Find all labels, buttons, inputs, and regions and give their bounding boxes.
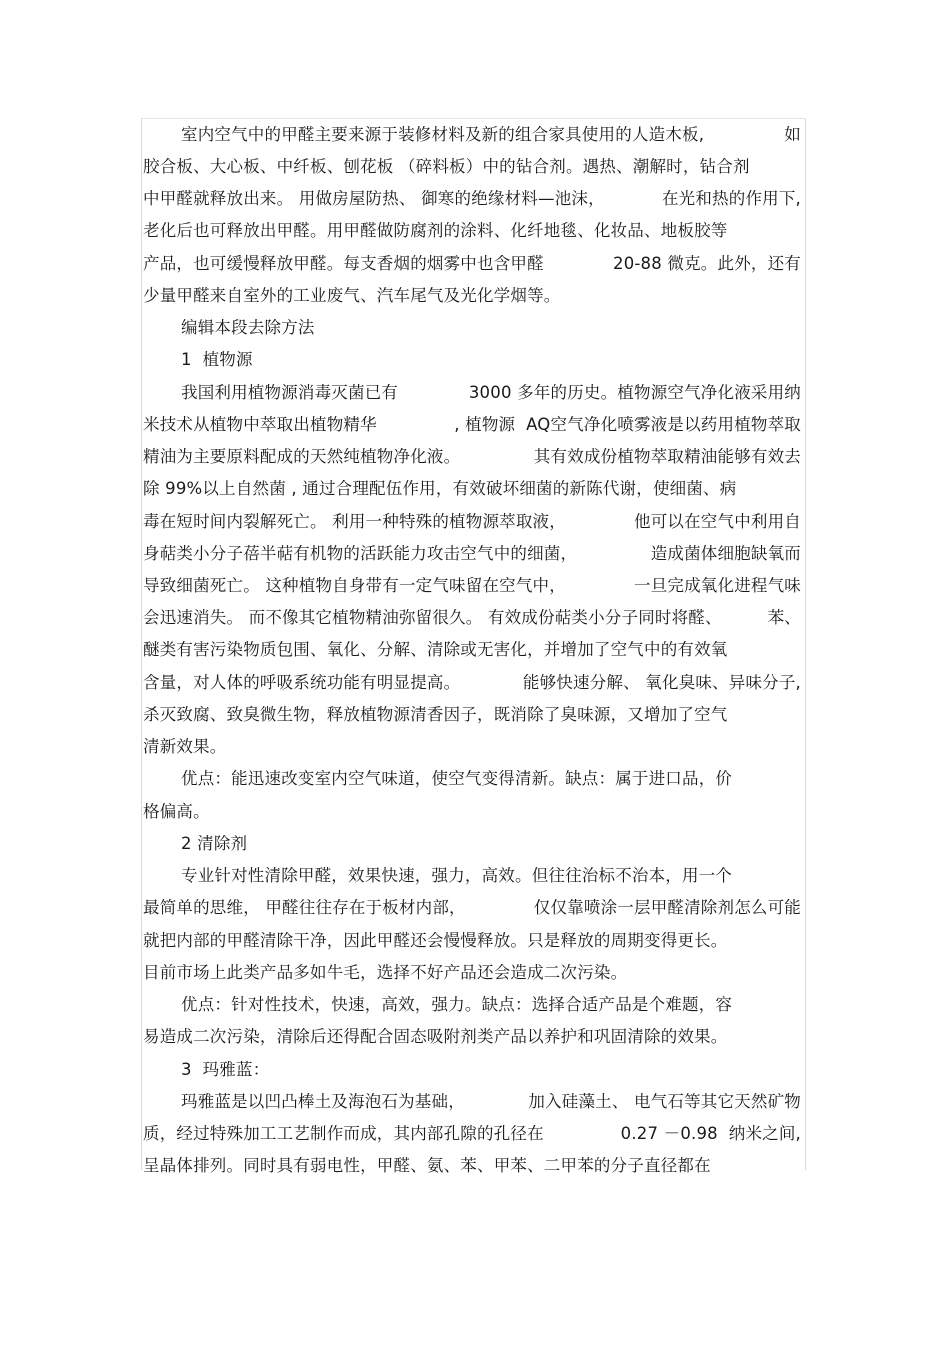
text-line: 格偏高。 [143,802,210,821]
text-line: 醚类有害污染物质包围、氧化、分解、清除或无害化，并增加了空气中的有效氧 [143,640,728,659]
section-heading: 编辑本段去除方法 [181,318,315,337]
text-line: 含量，对人体的呼吸系统功能有明显提高。 能够快速分解、 氧化臭味、异味分子, [143,673,801,692]
text-line: 我国利用植物源消毒灭菌已有 3000 多年的历史。植物源空气净化液采用纳 [181,383,801,402]
text-line: 精油为主要原料配成的天然纯植物净化液。 其有效成份植物萃取精油能够有效去 [143,447,801,466]
text-line: 杀灭致腐、致臭微生物，释放植物源清香因子，既消除了臭味源，又增加了空气 [143,705,728,724]
text-line: 导致细菌死亡。 这种植物自身带有一定气味留在空气中， 一旦完成氧化进程气味 [143,576,801,595]
text-line: 会迅速消失。 而不像其它植物精油弥留很久。 有效成份萜类小分子同时将醛、 苯、 [143,608,801,627]
text-line: 优点：能迅速改变室内空气味道，使空气变得清新。缺点：属于进口品，价 [181,769,733,788]
text-line: 胶合板、大心板、中纤板、刨花板 （碎料板）中的钻合剂。遇热、潮解时，钻合剂 [143,157,750,176]
text-line: 呈晶体排列。同时具有弱电性，甲醛、氨、苯、甲苯、二甲苯的分子直径都在 [143,1156,711,1175]
text-line: 最简单的思维， 甲醛往往存在于板材内部， 仅仅靠喷涂一层甲醛清除剂怎么可能 [143,898,801,917]
text-line: 老化后也可释放出甲醛。用甲醛做防腐剂的涂料、化纤地毯、化妆品、地板胶等 [143,221,728,240]
text-line: 米技术从植物中萃取出植物精华 , 植物源 AQ空气净化喷雾液是以药用植物萃取 [143,415,801,434]
text-line: 目前市场上此类产品多如牛毛，选择不好产品还会造成二次污染。 [143,963,628,982]
text-line: 身萜类小分子蓓半萜有机物的活跃能力攻击空气中的细菌， 造成菌体细胞缺氧而 [143,544,801,563]
text-line: 除 99%以上自然菌 , 通过合理配伍作用，有效破坏细菌的新陈代谢，使细菌、病 [143,479,737,498]
text-line: 清新效果。 [143,737,227,756]
text-line: 优点：针对性技术，快速，高效，强力。缺点：选择合适产品是个难题，容 [181,995,733,1014]
text-line: 产品，也可缓慢释放甲醛。每支香烟的烟雾中也含甲醛 20-88 微克。此外，还有 [143,254,801,273]
text-line: 玛雅蓝是以凹凸棒土及海泡石为基础， 加入硅藻土、 电气石等其它天然矿物 [181,1092,801,1111]
text-line: 专业针对性清除甲醛，效果快速，强力，高效。但往往治标不治本，用一个 [181,866,733,885]
text-line: 室内空气中的甲醛主要来源于装修材料及新的组合家具使用的人造木板, 如 [181,125,801,144]
text-line: 就把内部的甲醛清除干净，因此甲醛还会慢慢释放。只是释放的周期变得更长。 [143,931,728,950]
text-line: 易造成二次污染，清除后还得配合固态吸附剂类产品以养护和巩固清除的效果。 [143,1027,728,1046]
text-line: 质，经过特殊加工工艺制作而成，其内部孔隙的孔径在 0.27 －0.98 纳米之间, [143,1124,801,1143]
section-heading: 3 玛雅蓝： [181,1060,270,1079]
text-line: 中甲醛就释放出来。 用做房屋防热、 御寒的绝缘材料—池沫， 在光和热的作用下, [143,189,801,208]
section-heading: 2 清除剂 [181,834,248,853]
section-heading: 1 植物源 [181,350,253,369]
text-line: 毒在短时间内裂解死亡。 利用一种特殊的植物源萃取液， 他可以在空气中利用自 [143,512,801,531]
text-line: 少量甲醛来自室外的工业废气、汽车尾气及光化学烟等。 [143,286,561,305]
